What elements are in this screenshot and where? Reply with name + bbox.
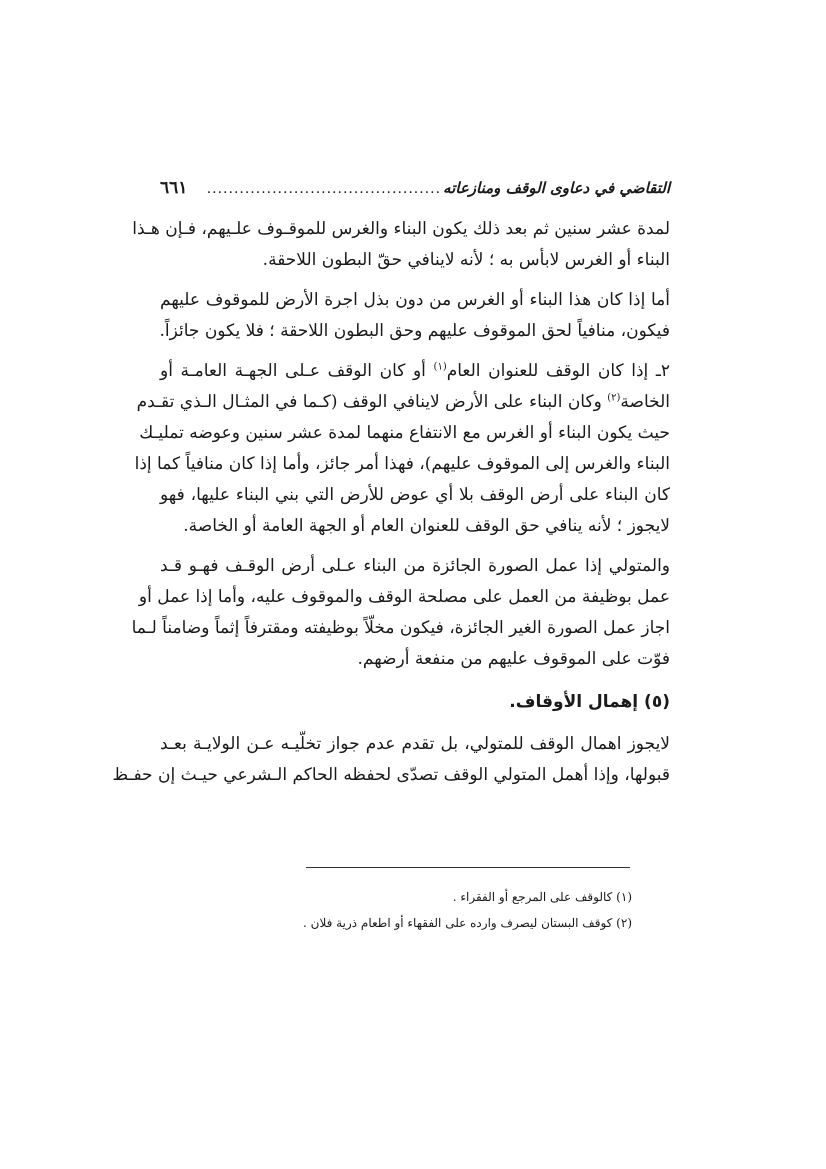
text-line: البناء والغرس إلى الموقوف عليهم)، فهذا أمر جائز، وأما إذا كان منافياً كما إذا xyxy=(134,454,670,474)
paragraph-1 xyxy=(132,214,670,276)
text-line xyxy=(136,387,670,418)
text-line: لمدة عشر سنين ثم بعد ذلك يكون البناء والغرس للموقـوف علـيهم، فـإن هـذا xyxy=(132,219,670,239)
footnote-ref-1[interactable]: (١) xyxy=(433,361,447,373)
page-body xyxy=(112,178,671,800)
paragraph-5 xyxy=(112,729,670,791)
text-line: قبولها، وإذا أهمل المتولي الوقف تصدّى لحفظه الحاكم الـشرعي حيـث إن حفـظ xyxy=(112,765,670,785)
text-line: اجاز عمل الصورة الغير الجائزة، فيكون مخلّاً بوظيفته ومقترفاً إثماً وضامناً لـما xyxy=(131,618,670,638)
text-segment: الخاصة xyxy=(620,392,670,412)
text-line: حيث يكون البناء أو الغرس مع الانتفاع منهما لمدة عشر سنين وعوضه تمليـك xyxy=(139,423,670,443)
running-header-dots: ........................................... xyxy=(206,181,442,197)
paragraph-2 xyxy=(160,285,670,347)
paragraph-4 xyxy=(131,551,670,675)
text-line: لايجوز ؛ لأنه ينافي حق الوقف للعنوان العام أو الجهة العامة أو الخاصة. xyxy=(183,516,670,536)
text-line: البناء أو الغرس لابأس به ؛ لأنه لاينافي حقّ البطون اللاحقة. xyxy=(262,250,670,270)
running-header-title: التقاضي في دعاوى الوقف ومنازعاته xyxy=(443,179,670,197)
footnotes xyxy=(160,884,632,936)
text-segment: وكان البناء على الأرض لاينافي الوقف (كـما في المثـال الـذي تقـدم xyxy=(136,392,602,412)
text-line: فيكون، منافياً لحق الموقوف عليهم وحق البطون اللاحقة ؛ فلا يكون جائزاً. xyxy=(159,321,670,341)
text-line: لايجوز اهمال الوقف للمتولي، بل تقدم عدم جواز تخلّيـه عـن الولايـة بعـد xyxy=(160,734,670,754)
text-segment: أو كان الوقف عـلى الجهـة العامـة أو xyxy=(160,361,426,381)
page-number: ٦٦١ xyxy=(160,178,188,198)
text-line: فوّت على الموقوف عليهم من منفعة أرضهم. xyxy=(357,649,670,669)
text-segment: ٢ـ إذا كان الوقف للعنوان العام xyxy=(446,361,671,381)
running-header xyxy=(160,178,670,204)
footnote-2: (٢) كوقف البستان ليصرف وارده على الفقهاء أو اطعام ذرية فلان . xyxy=(303,916,632,930)
footnote-divider xyxy=(306,867,630,868)
paragraph-3 xyxy=(134,356,671,542)
footnote-1: (١) كالوقف على المرجع أو الفقراء . xyxy=(452,890,632,904)
footnote-ref-2[interactable]: (٢) xyxy=(607,392,621,404)
text-line xyxy=(160,356,670,387)
text-line: عمل بوظيفة من العمل على مصلحة الوقف والموقوف عليه، وأما إذا عمل أو xyxy=(138,587,670,607)
text-line: كان البناء على أرض الوقف بلا أي عوض للأرض التي بني البناء عليها، فهو xyxy=(160,485,670,505)
text-line: أما إذا كان هذا البناء أو الغرس من دون بذل اجرة الأرض للموقوف عليهم xyxy=(160,290,670,310)
text-line: والمتولي إذا عمل الصورة الجائزة من البناء عـلى أرض الوقـف فهـو قـد xyxy=(160,556,670,576)
section-heading: (٥) إهمال الأوقاف. xyxy=(509,692,670,712)
